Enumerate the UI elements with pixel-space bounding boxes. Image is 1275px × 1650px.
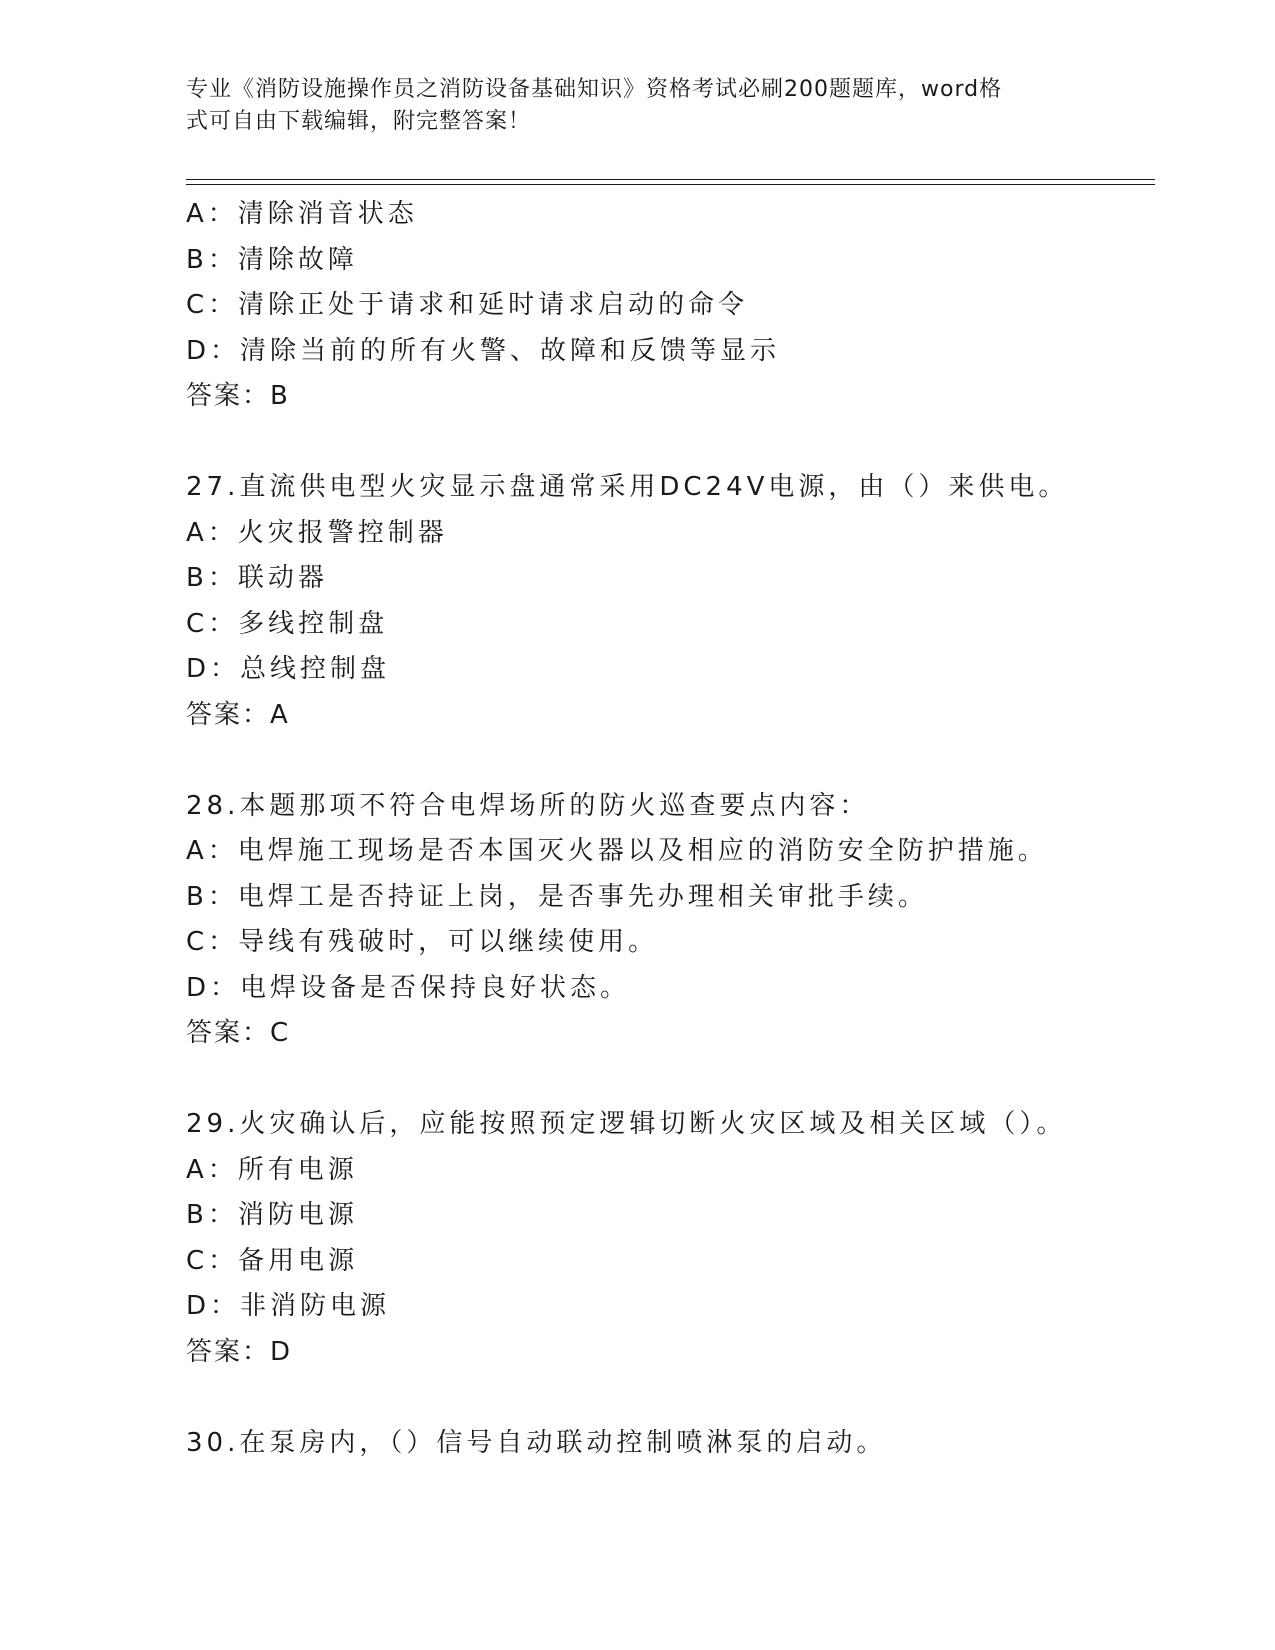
option-d: D：非消防电源 bbox=[186, 1291, 391, 1321]
option-c: C：多线控制盘 bbox=[186, 608, 389, 639]
option-d: D：清除当前的所有火警、故障和反馈等显示 bbox=[186, 335, 781, 366]
question-30-text: 30.在泵房内，（）信号自动联动控制喷淋泵的启动。 bbox=[186, 1427, 887, 1458]
option-a: A：电焊施工现场是否本国灭火器以及相应的消防安全防护措施。 bbox=[186, 836, 1048, 866]
question-27-text: 27.直流供电型火灾显示盘通常采用DC24V电源，由（）来供电。 bbox=[186, 472, 1069, 502]
question-28-text: 28.本题那项不符合电焊场所的防火巡查要点内容： bbox=[186, 790, 870, 821]
answer-line: 答案：C bbox=[186, 1018, 291, 1048]
option-a: A：所有电源 bbox=[186, 1154, 358, 1185]
question-list bbox=[186, 192, 1146, 1466]
option-c: C：备用电源 bbox=[186, 1245, 359, 1276]
option-d: D：电焊设备是否保持良好状态。 bbox=[186, 972, 631, 1003]
document-header bbox=[186, 74, 1066, 138]
header-divider-top bbox=[186, 179, 1155, 180]
answer-line: 答案：B bbox=[186, 381, 290, 411]
option-a: A：火灾报警控制器 bbox=[186, 517, 448, 548]
spacer bbox=[186, 738, 1146, 784]
option-b: B：消防电源 bbox=[186, 1200, 358, 1230]
spacer bbox=[186, 1375, 1146, 1421]
option-b: B：电焊工是否持证上岗，是否事先办理相关审批手续。 bbox=[186, 881, 928, 912]
option-b: B：清除故障 bbox=[186, 244, 358, 275]
option-a: A：清除消音状态 bbox=[186, 199, 418, 229]
option-c: C：导线有残破时，可以继续使用。 bbox=[186, 927, 659, 957]
option-d: D：总线控制盘 bbox=[186, 654, 391, 684]
spacer bbox=[186, 1057, 1146, 1103]
question-29-text: 29.火灾确认后，应能按照预定逻辑切断火灾区域及相关区域（）。 bbox=[186, 1109, 1067, 1139]
spacer bbox=[186, 420, 1146, 466]
option-c: C：清除正处于请求和延时请求启动的命令 bbox=[186, 290, 749, 320]
header-line-1: 专业《消防设施操作员之消防设备基础知识》资格考试必刷200题题库，word格 bbox=[186, 77, 1003, 102]
header-divider-bottom bbox=[186, 184, 1155, 185]
header-line-2: 式可自由下载编辑，附完整答案！ bbox=[186, 109, 532, 134]
answer-line: 答案：A bbox=[186, 699, 290, 730]
answer-line: 答案：D bbox=[186, 1336, 293, 1367]
option-b: B：联动器 bbox=[186, 563, 328, 593]
